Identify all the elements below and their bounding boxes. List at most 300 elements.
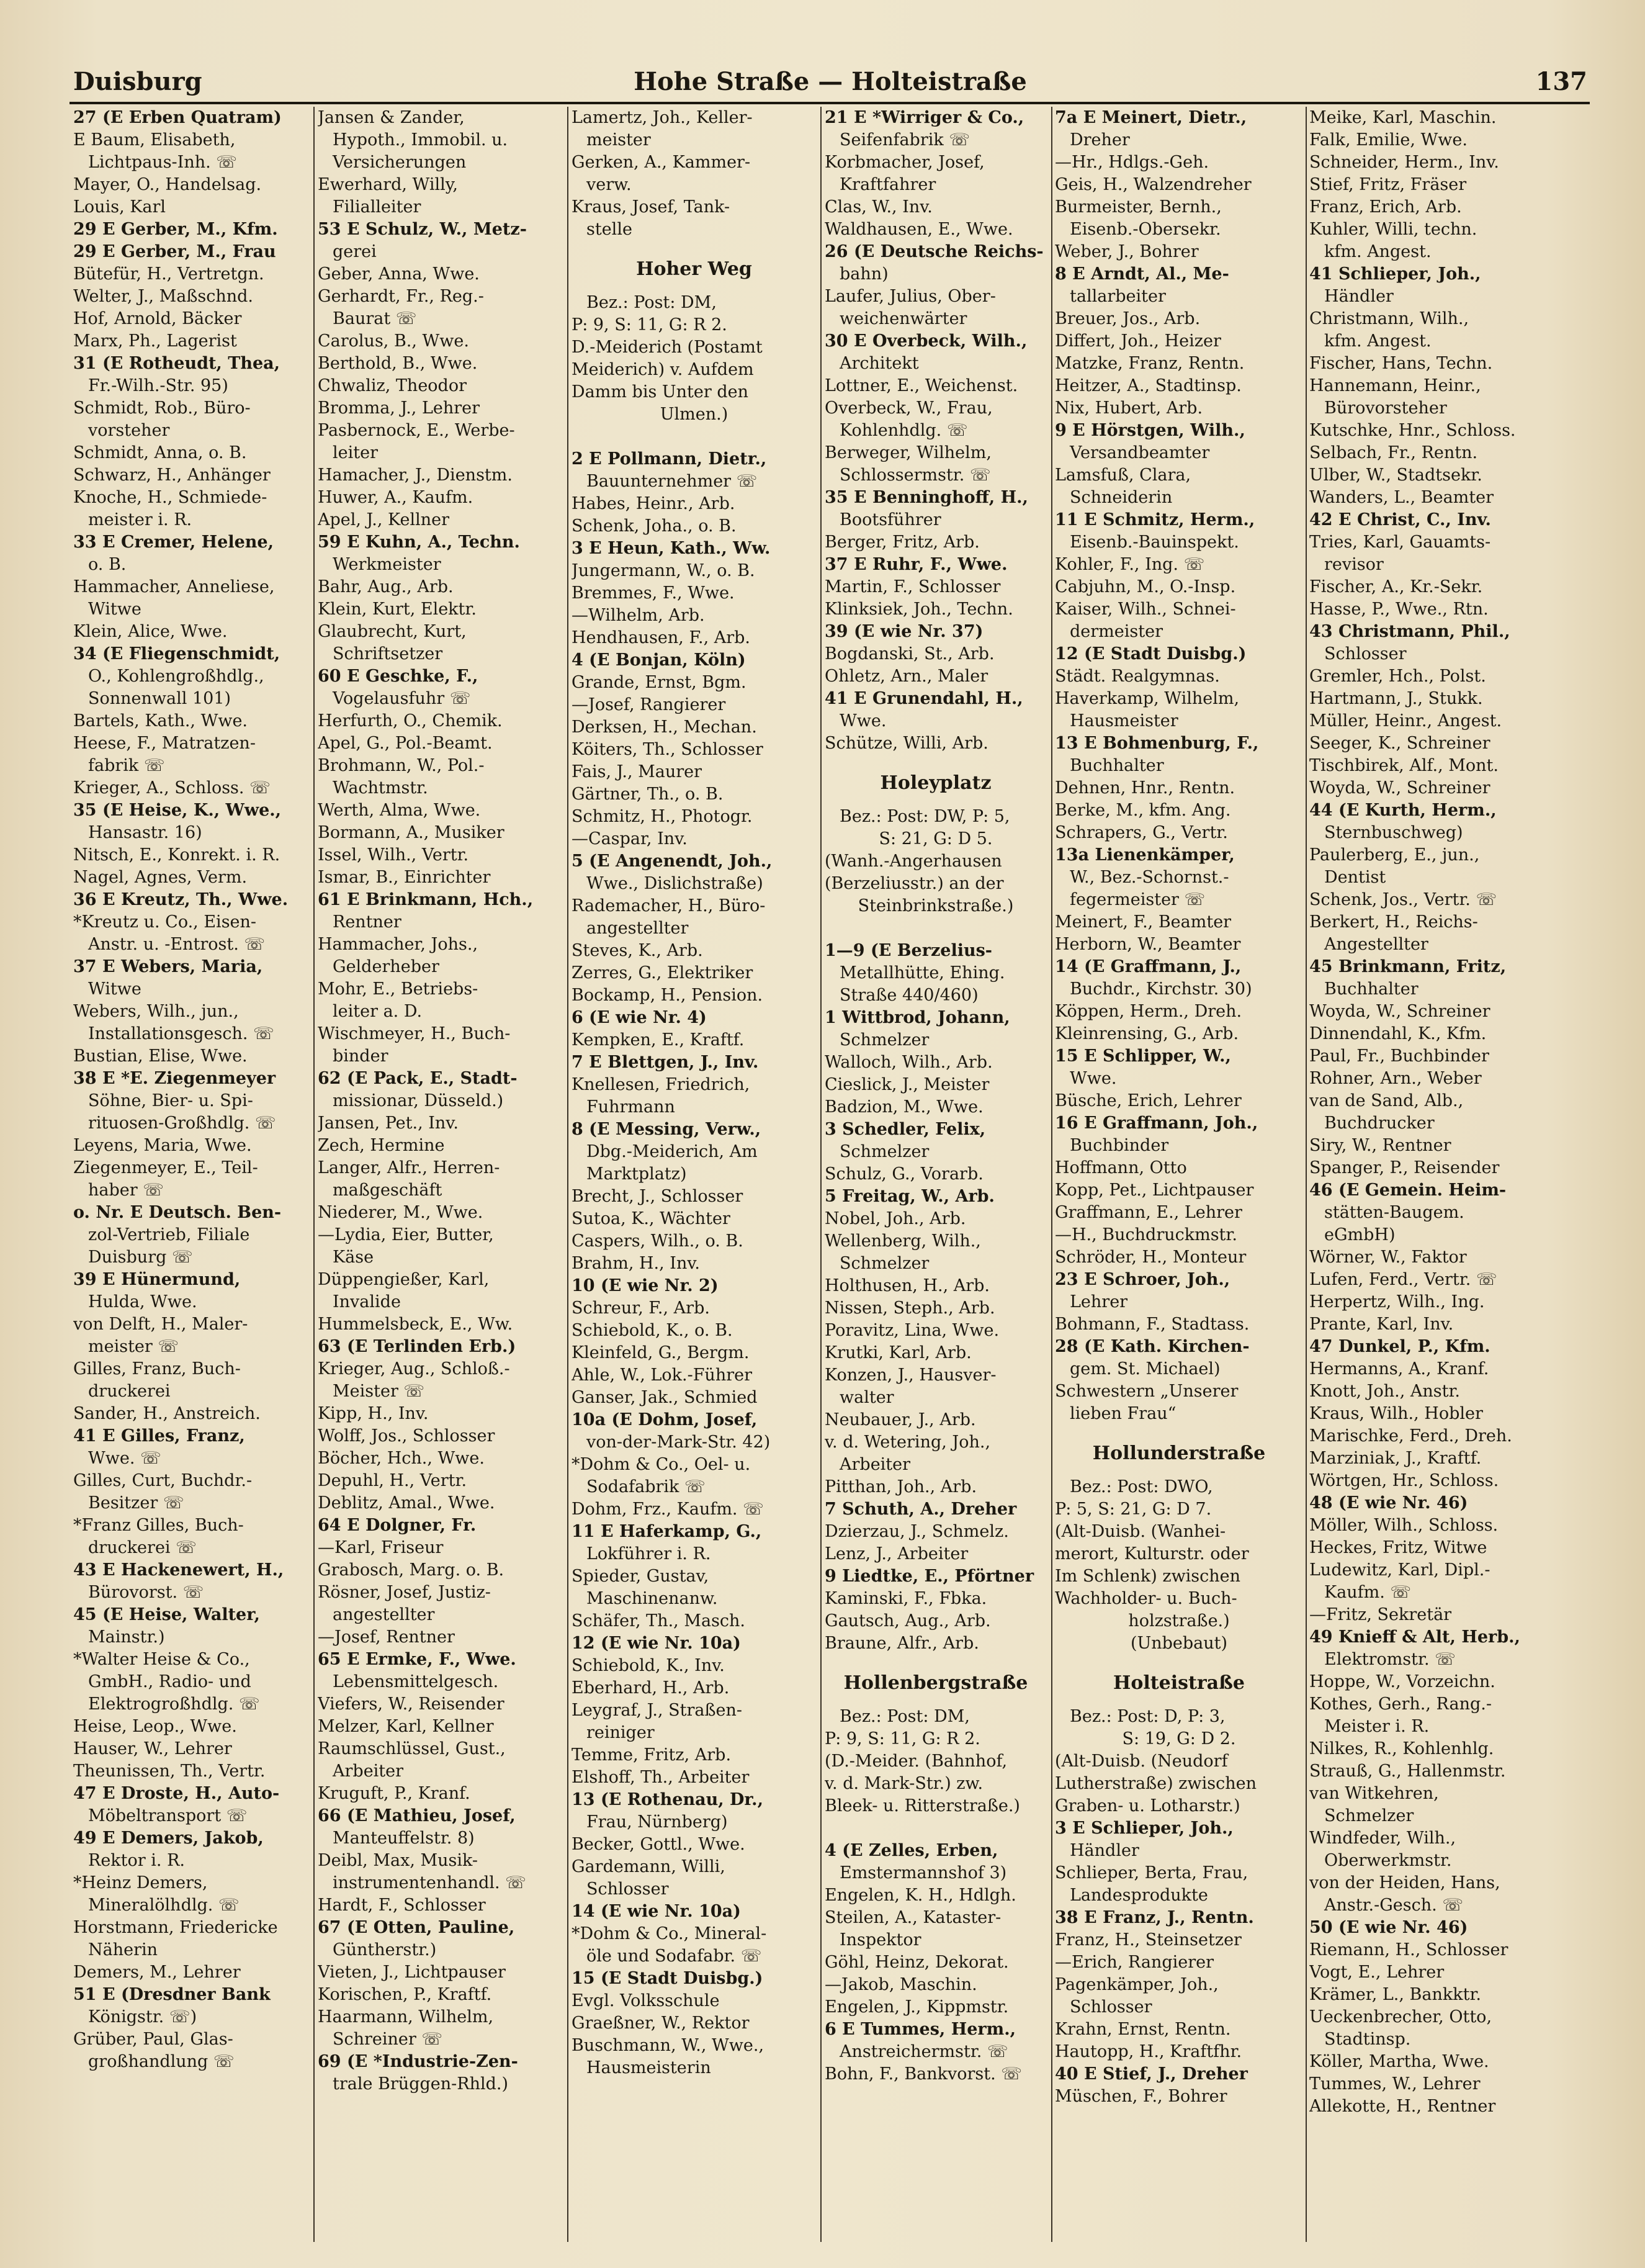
directory-entry-line: P: 9, S: 11, G: R 2. [825,1729,980,1748]
directory-entry-line: Kaufm. ☏ [1324,1583,1412,1602]
directory-entry-line: 8 (E Messing, Verw., [571,1120,761,1139]
directory-entry-line: 61 E Brinkmann, Hch., [318,890,534,909]
directory-entry-line: 67 (E Otten, Pauline, [318,1918,515,1937]
directory-entry-line: revisor [1324,555,1384,574]
directory-entry-line: Rademacher, H., Büro- [571,896,766,916]
directory-entry-line: Tries, Karl, Gauamts- [1309,533,1491,552]
directory-entry-line: Installationsgesch. ☏ [88,1024,274,1043]
directory-entry-line: Sonnenwall 101) [88,689,231,708]
directory-entry-line: Riemann, H., Schlosser [1309,1940,1508,1960]
directory-entry-line: Engelen, J., Kippmstr. [825,1997,1009,2017]
directory-entry-line: Werth, Alma, Wwe. [318,801,481,820]
column-4 [825,107,1047,2242]
directory-entry-line: Meister ☏ [333,1382,425,1401]
directory-entry-line: Fischer, A., Kr.-Sekr. [1309,577,1483,596]
directory-entry-line: Stadtinsp. [1324,2030,1411,2049]
directory-entry-line: Nobel, Joh., Arb. [825,1209,966,1228]
directory-entry-line: 7 Schuth, A., Dreher [825,1500,1017,1519]
directory-entry-line: 35 E Benninghoff, H., [825,488,1028,507]
directory-entry-line: Ulmen.) [660,405,728,424]
directory-entry-line: o. Nr. E Deutsch. Ben- [73,1203,282,1222]
directory-entry-line: 11 E Schmitz, Herm., [1055,510,1255,529]
directory-entry-line: Lichtpaus-Inh. ☏ [88,153,238,172]
directory-entry-line: Franz, H., Steinsetzer [1055,1930,1242,1950]
directory-entry-line: Maschinenanw. [586,1589,718,1608]
directory-entry-line: 63 (E Terlinden Erb.) [318,1337,516,1356]
directory-entry-line: Möller, Wilh., Schloss. [1309,1516,1499,1535]
directory-entry-line: Brecht, J., Schlosser [571,1187,743,1206]
directory-entry-line: Architekt [840,354,919,373]
directory-entry-line: Buchdrucker [1324,1114,1435,1133]
directory-entry-line: Laufer, Julius, Ober- [825,287,996,306]
directory-entry-line: Arbeiter [333,1762,404,1781]
street-heading: Holeyplatz [880,772,992,794]
directory-entry-line: Krahn, Ernst, Rentn. [1055,2020,1231,2039]
directory-entry-line: Zech, Hermine [318,1136,445,1155]
directory-entry-line: angestellter [586,919,689,938]
directory-entry-line: Wachholder- u. Buch- [1055,1589,1237,1608]
directory-entry-line: Anstr.-Gesch. ☏ [1324,1896,1464,1915]
directory-entry-line: Caspers, Wilh., o. B. [571,1231,743,1251]
directory-entry-line: Leygraf, J., Straßen- [571,1701,742,1720]
directory-entry-line: Jansen & Zander, [318,108,465,127]
directory-entry-line: —Caspar, Inv. [571,829,688,848]
directory-entry-line: *Dohm & Co., Mineral- [571,1924,767,1943]
directory-entry-line: Versicherungen [333,153,467,172]
directory-entry-line: Gelderheber [333,957,439,976]
directory-entry-line: Kleinrensing, G., Arb. [1055,1024,1239,1043]
directory-entry-line: Woyda, W., Schreiner [1309,778,1490,798]
directory-entry-line: Schlossermstr. ☏ [840,466,991,485]
directory-entry-line: Issel, Wilh., Vertr. [318,845,469,865]
directory-entry-line: Schmidt, Rob., Büro- [73,398,251,418]
directory-entry-line: Webers, Wilh., jun., [73,1002,239,1021]
page-number: 137 [1535,67,1587,96]
directory-entry-line: Sutoa, K., Wächter [571,1209,730,1228]
directory-entry-line: Ahle, W., Lok.-Führer [571,1366,753,1385]
directory-entry-line: 6 E Tummes, Herm., [825,2020,1016,2039]
directory-entry-line: 42 E Christ, C., Inv. [1309,510,1491,529]
directory-entry-line: Meister i. R. [1324,1717,1430,1736]
directory-entry-line: Hasse, P., Wwe., Rtn. [1309,600,1489,619]
directory-entry-line: Buschmann, W., Wwe., [571,2036,764,2055]
directory-entry-line: Buchdr., Kirchstr. 30) [1070,979,1252,999]
directory-entry-line: 51 E (Dresdner Bank [73,1985,271,2004]
directory-entry-line: Arbeiter [840,1455,911,1474]
directory-entry-line: eGmbH) [1324,1225,1396,1244]
directory-entry-line: Händler [1070,1841,1139,1860]
directory-entry-line: Braune, Alfr., Arb. [825,1634,979,1653]
directory-entry-line: stelle [586,220,632,239]
directory-entry-line: Bleek- u. Ritterstraße.) [825,1796,1020,1816]
directory-entry-line: gerei [333,242,377,261]
directory-entry-line: Knellesen, Friedrich, [571,1075,750,1094]
directory-entry-line: Geber, Anna, Wwe. [318,264,480,284]
directory-entry-line: Metallhütte, Ehing. [840,963,1005,983]
directory-entry-line: 66 (E Mathieu, Josef, [318,1806,516,1825]
directory-entry-line: Marx, Ph., Lagerist [73,331,237,351]
directory-entry-line: Fr.-Wilh.-Str. 95) [88,376,228,395]
directory-entry-line: Köller, Martha, Wwe. [1309,2052,1489,2071]
directory-entry-line: —Hr., Hdlgs.-Geh. [1055,153,1209,172]
directory-entry-line: 4 (E Zelles, Erben, [825,1841,998,1860]
directory-entry-line: Grande, Ernst, Bgm. [571,673,746,692]
directory-entry-line: fegermeister ☏ [1070,890,1206,909]
directory-entry-line: 49 E Demers, Jakob, [73,1829,264,1848]
directory-entry-line: 35 (E Heise, K., Wwe., [73,801,282,820]
directory-entry-line: maßgeschäft [333,1181,442,1200]
directory-entry-line: Sodafabrik ☏ [586,1477,706,1496]
directory-entry-line: 2 E Pollmann, Dietr., [571,449,767,469]
directory-entry-line: Schriftsetzer [333,644,443,664]
column-divider [1051,107,1052,2242]
directory-entry-line: Grüber, Paul, Glas- [73,2030,233,2049]
directory-entry-line: 33 E Cremer, Helene, [73,533,274,552]
directory-entry-line: 29 E Gerber, M., Kfm. [73,220,278,239]
directory-entry-line: Dentist [1324,868,1386,887]
directory-entry-line: Schenk, Jos., Vertr. ☏ [1309,890,1497,909]
directory-entry-line: Franz, Erich, Arb. [1309,197,1462,217]
directory-entry-line: Bormann, A., Musiker [318,823,504,842]
directory-entry-line: Breuer, Jos., Arb. [1055,309,1201,328]
directory-entry-line: Krutki, Karl, Arb. [825,1343,972,1362]
directory-entry-line: Rösner, Josef, Justiz- [318,1583,491,1602]
directory-entry-line: merort, Kulturstr. oder [1055,1544,1249,1564]
directory-entry-line: 69 (E *Industrie-Zen- [318,2052,518,2071]
directory-entry-line: 1—9 (E Berzelius- [825,941,993,960]
directory-entry-line: Bremmes, F., Wwe. [571,583,735,603]
directory-entry-line: P: 9, S: 11, G: R 2. [571,315,727,335]
directory-entry-line: Lamsfuß, Clara, [1055,466,1191,485]
directory-entry-line: Köiters, Th., Schlosser [571,740,763,759]
header-streets: Hohe Straße — Holteistraße [634,67,1027,96]
directory-entry-line: Matzke, Franz, Rentn. [1055,354,1245,373]
directory-entry-line: Schmidt, Anna, o. B. [73,443,247,462]
directory-entry-line: Weber, J., Bohrer [1055,242,1199,261]
directory-entry-line: 53 E Schulz, W., Metz- [318,220,527,239]
directory-entry-line: —Erich, Rangierer [1055,1953,1214,1972]
street-heading: Hoher Weg [636,258,752,280]
directory-entry-line: Müschen, F., Bohrer [1055,2087,1227,2106]
directory-entry-line: Mayer, O., Handelsag. [73,175,262,194]
directory-entry-line: Graffmann, E., Lehrer [1055,1203,1242,1222]
directory-entry-line: Bustian, Elise, Wwe. [73,1046,248,1066]
directory-entry-line: Rohner, Arn., Weber [1309,1069,1482,1088]
directory-entry-line: Poravitz, Lina, Wwe. [825,1321,1000,1340]
directory-entry-line: Ziegenmeyer, E., Teil- [73,1158,258,1177]
directory-entry-line: Sander, H., Anstreich. [73,1404,261,1423]
directory-entry-line: Hautopp, H., Kraftfhr. [1055,2042,1242,2061]
directory-entry-line: Deblitz, Amal., Wwe. [318,1493,495,1513]
directory-entry-line: Versandbeamter [1070,443,1210,462]
header-rule [69,102,1590,104]
directory-entry-line: Hermanns, A., Kranf. [1309,1359,1489,1379]
directory-entry-line: (Wanh.-Angerhausen [825,852,1002,871]
directory-entry-line: Angestellter [1324,935,1428,954]
directory-entry-line: o. B. [88,555,127,574]
directory-entry-line: Schenk, Joha., o. B. [571,516,737,536]
directory-entry-line: Hendhausen, F., Arb. [571,628,751,647]
directory-entry-line: *Dohm & Co., Oel- u. [571,1455,751,1474]
directory-entry-line: Inspektor [840,1930,921,1950]
directory-entry-line: Marischke, Ferd., Dreh. [1309,1426,1512,1446]
directory-entry-line: Kleinfeld, G., Bergm. [571,1343,750,1362]
directory-entry-line: Straße 440/460) [840,986,979,1005]
directory-entry-line: Hannemann, Heinr., [1309,376,1481,395]
directory-entry-line: 46 (E Gemein. Heim- [1309,1181,1507,1200]
directory-entry-line: Schmitz, H., Photogr. [571,807,753,826]
directory-entry-line: meister ☏ [88,1337,179,1356]
directory-entry-line: Wachtmstr. [333,778,428,798]
directory-entry-line: E Baum, Elisabeth, [73,130,236,150]
directory-entry-line: (Berzeliusstr.) an der [825,874,1004,893]
directory-entry-line: Engelen, K. H., Hdlgh. [825,1886,1016,1905]
directory-entry-line: Duisburg ☏ [88,1248,193,1267]
directory-entry-line: Holthusen, H., Arb. [825,1276,990,1295]
directory-entry-line: leiter [333,443,378,462]
directory-entry-line: Landesprodukte [1070,1886,1208,1905]
directory-entry-line: 39 E Hünermund, [73,1270,241,1289]
directory-entry-line: Herfurth, O., Chemik. [318,711,503,731]
directory-entry-line: 29 E Gerber, M., Frau [73,242,276,261]
directory-entry-line: Haarmann, Wilhelm, [318,2007,494,2027]
directory-entry-line: 43 Christmann, Phil., [1309,622,1510,641]
directory-entry-line: *Heinz Demers, [73,1873,208,1892]
directory-entry-line: Schröder, H., Monteur [1055,1248,1247,1267]
directory-entry-line: Gardemann, Willi, [571,1857,725,1876]
directory-entry-line: Büsche, Erich, Lehrer [1055,1091,1242,1110]
directory-entry-line: Dzierzau, J., Schmelz. [825,1522,1009,1541]
directory-entry-line: Schwarz, H., Anhänger [73,466,271,485]
directory-entry-line: Bürovorsteher [1324,398,1447,418]
column-divider [820,107,822,2242]
directory-entry-line: 13 E Bohmenburg, F., [1055,734,1259,753]
directory-entry-line: Kaiser, Wilh., Schnei- [1055,600,1236,619]
directory-entry-line: Schmelzer [840,1254,930,1273]
directory-entry-line: 28 (E Kath. Kirchen- [1055,1337,1250,1356]
directory-entry-line: tallarbeiter [1070,287,1166,306]
directory-entry-line: —Josef, Rangierer [571,695,726,714]
directory-entry-line: Gärtner, Th., o. B. [571,785,724,804]
directory-entry-line: fabrik ☏ [88,756,165,775]
directory-entry-line: Ganser, Jak., Schmied [571,1388,758,1407]
directory-entry-line: Hauser, W., Lehrer [73,1739,232,1758]
directory-entry-line: Vogelausfuhr ☏ [333,689,471,708]
directory-entry-line: Bauunternehmer ☏ [586,472,758,491]
directory-entry-line: leiter a. D. [333,1002,423,1021]
directory-entry-line: Tummes, W., Lehrer [1309,2074,1481,2094]
directory-entry-line: von-der-Mark-Str. 42) [586,1433,771,1452]
directory-entry-line: *Franz Gilles, Buch- [73,1516,244,1535]
directory-entry-line: Habes, Heinr., Arb. [571,494,735,513]
directory-entry-line: Gerhardt, Fr., Reg.- [318,287,484,306]
directory-entry-line: Güntherstr.) [333,1940,437,1960]
directory-entry-line: Dinnendahl, K., Kfm. [1309,1024,1487,1043]
directory-entry-line: Schmelzer [840,1030,930,1050]
directory-entry-line: Korischen, P., Kraftf. [318,1985,492,2004]
directory-entry-line: Wwe. [840,711,887,731]
directory-entry-line: Nilkes, R., Kohlenhlg. [1309,1739,1494,1758]
directory-entry-line: 9 E Hörstgen, Wilh., [1055,421,1245,440]
directory-entry-line: Oberwerkmstr. [1324,1851,1452,1870]
directory-entry-line: Schlieper, Berta, Frau, [1055,1863,1248,1883]
directory-entry-line: meister [586,130,651,150]
directory-entry-line: Grabosch, Marg. o. B. [318,1560,504,1580]
directory-entry-line: Invalide [333,1292,401,1312]
column-1 [73,107,309,2242]
directory-entry-line: Overbeck, W., Frau, [825,398,993,418]
directory-entry-line: Gautsch, Aug., Arb. [825,1611,991,1631]
directory-entry-line: Schmelzer [840,1142,930,1161]
directory-entry-line: Hulda, Wwe. [88,1292,197,1312]
directory-entry-line: 37 E Webers, Maria, [73,957,263,976]
header-city: Duisburg [73,67,202,96]
directory-entry-line: missionar, Düsseld.) [333,1091,504,1110]
directory-entry-line: Neubauer, J., Arb. [825,1410,976,1429]
directory-entry-line: Falk, Emilie, Wwe. [1309,130,1468,150]
directory-entry-line: Buchhalter [1070,756,1164,775]
directory-entry-line: Gremler, Hch., Polst. [1309,667,1486,686]
directory-entry-line: van Witkehren, [1309,1784,1439,1803]
directory-entry-line: Bez.: Post: D, P: 3, [1070,1707,1226,1726]
directory-entry-line: 30 E Overbeck, Wilh., [825,331,1028,351]
directory-entry-line: 3 Schedler, Felix, [825,1120,986,1139]
directory-entry-line: Böcher, Hch., Wwe. [318,1449,485,1468]
directory-entry-line: Wörner, W., Faktor [1309,1248,1467,1267]
directory-entry-line: Herborn, W., Beamter [1055,935,1241,954]
directory-entry-line: Hammacher, Johs., [318,935,478,954]
directory-entry-line: 21 E *Wirriger & Co., [825,108,1024,127]
street-heading: Hollunderstraße [1092,1442,1266,1464]
page-header [73,62,1587,102]
column-3 [571,107,817,2242]
directory-entry-line: Hausmeisterin [586,2058,711,2077]
directory-entry-line: Apel, G., Pol.-Beamt. [318,734,493,753]
directory-entry-line: Kraftfahrer [840,175,936,194]
directory-entry-line: 45 Brinkmann, Fritz, [1309,957,1507,976]
directory-entry-line: 41 Schlieper, Joh., [1309,264,1481,284]
directory-entry-line: Werkmeister [333,555,441,574]
directory-entry-line: Schiebold, K., Inv. [571,1656,725,1675]
directory-entry-line: 5 Freitag, W., Arb. [825,1187,995,1206]
directory-entry-line: Waldhausen, E., Wwe. [825,220,1013,239]
directory-entry-line: Kempken, E., Kraftf. [571,1030,745,1050]
directory-entry-line: Viefers, W., Reisender [318,1694,504,1714]
directory-entry-line: Apel, J., Kellner [318,510,450,529]
directory-entry-line: Fuhrmann [586,1097,675,1117]
directory-entry-line: Leyens, Maria, Wwe. [73,1136,252,1155]
directory-entry-line: Hof, Arnold, Bäcker [73,309,242,328]
directory-entry-line: Selbach, Fr., Rentn. [1309,443,1478,462]
directory-entry-line: Langer, Alfr., Herren- [318,1158,500,1177]
directory-entry-line: Demers, M., Lehrer [73,1963,241,1982]
directory-entry-line: Kopp, Pet., Lichtpauser [1055,1181,1254,1200]
directory-entry-line: Brahm, H., Inv. [571,1254,700,1273]
directory-entry-line: 1 Wittbrod, Johann, [825,1008,1010,1027]
directory-entry-line: 50 (E wie Nr. 46) [1309,1918,1468,1937]
directory-entry-line: Anstr. u. -Entrost. ☏ [88,935,266,954]
directory-entry-line: 39 (E wie Nr. 37) [825,622,984,641]
directory-entry-line: Besitzer ☏ [88,1493,184,1513]
directory-entry-line: Heise, Leop., Wwe. [73,1717,237,1736]
directory-entry-line: Schneider, Herm., Inv. [1309,153,1499,172]
directory-entry-line: bahn) [840,264,889,284]
directory-entry-line: Hartmann, J., Stukk. [1309,689,1483,708]
directory-entry-line: Dohm, Frz., Kaufm. ☏ [571,1500,764,1519]
directory-entry-line: 7 E Blettgen, J., Inv. [571,1053,759,1072]
directory-entry-line: Hypoth., Immobil. u. [333,130,508,150]
directory-entry-line: Wwe. ☏ [88,1449,161,1468]
directory-entry-line: Berthold, B., Wwe. [318,354,478,373]
directory-entry-line: Cabjuhn, M., O.-Insp. [1055,577,1236,596]
directory-entry-line: Berger, Fritz, Arb. [825,533,980,552]
directory-entry-line: Becker, Gottl., Wwe. [571,1835,745,1854]
directory-entry-line: 7a E Meinert, Dietr., [1055,108,1247,127]
directory-entry-line: Bütefür, H., Vertretgn. [73,264,264,284]
directory-entry-line: Hansastr. 16) [88,823,202,842]
directory-entry-line: meister i. R. [88,510,192,529]
directory-entry-line: Wellenberg, Wilh., [825,1231,981,1251]
directory-entry-line: Geis, H., Walzendreher [1055,175,1252,194]
directory-entry-line: Fais, J., Maurer [571,762,702,781]
directory-entry-line: Glaubrecht, Kurt, [318,622,467,641]
directory-entry-line: von Delft, H., Maler- [73,1315,248,1334]
directory-entry-line: Seeger, K., Schreiner [1309,734,1490,753]
directory-entry-line: Söhne, Bier- u. Spi- [88,1091,253,1110]
directory-entry-line: Jansen, Pet., Inv. [318,1114,459,1133]
directory-entry-line: druckerei [88,1382,171,1401]
directory-entry-line: Bootsführer [840,510,941,529]
directory-entry-line: *Walter Heise & Co., [73,1650,250,1669]
directory-entry-line: Schlosser [586,1879,669,1899]
directory-entry-line: Huwer, A., Kaufm. [318,488,473,507]
directory-entry-line: Rektor i. R. [88,1851,185,1870]
column-divider [1306,107,1307,2242]
directory-entry-line: 12 (E Stadt Duisbg.) [1055,644,1247,664]
directory-entry-line: Krieger, Aug., Schloß.- [318,1359,510,1379]
directory-entry-line: 5 (E Angenendt, Joh., [571,852,773,871]
directory-entry-line: von der Heiden, Hans, [1309,1873,1500,1892]
directory-entry-line: 38 E Franz, J., Rentn. [1055,1908,1254,1927]
directory-entry-line: Kothes, Gerh., Rang.- [1309,1694,1492,1714]
street-heading: Holteistraße [1113,1672,1245,1694]
directory-entry-line: Derksen, H., Mechan. [571,718,757,737]
directory-entry-line: Wolff, Jos., Schlosser [318,1426,495,1446]
directory-entry-line: Kraus, Wilh., Hobler [1309,1404,1483,1423]
directory-entry-line: Kaminski, F., Fbka. [825,1589,987,1608]
directory-entry-line: Mineralölhdlg. ☏ [88,1896,240,1915]
directory-entry-line: 15 (E Stadt Duisbg.) [571,1969,763,1988]
directory-entry-line: (Alt-Duisb. (Wanhei- [1055,1522,1226,1541]
directory-entry-line: Horstmann, Friedericke [73,1918,278,1937]
directory-entry-line: 31 (E Rotheudt, Thea, [73,354,280,373]
directory-entry-line: Wanders, L., Beamter [1309,488,1494,507]
directory-entry-line: Kruguft, P., Kranf. [318,1784,470,1803]
directory-entry-line: 36 E Kreutz, Th., Wwe. [73,890,289,909]
directory-entry-line: zol-Vertrieb, Filiale [88,1225,250,1244]
directory-entry-line: trale Brüggen-Rhld.) [333,2074,508,2094]
directory-entry-line: Kohlenhdlg. ☏ [840,421,968,440]
directory-entry-line: Burmeister, Bernh., [1055,197,1222,217]
directory-entry-line: verw. [586,175,632,194]
directory-entry-line: Schreur, F., Arb. [571,1298,710,1318]
directory-entry-line: Meinert, F., Beamter [1055,912,1232,932]
directory-entry-line: lieben Frau“ [1070,1404,1177,1423]
directory-entry-line: Bez.: Post: DM, [586,293,717,312]
directory-entry-line: Wwe., Dislichstraße) [586,874,763,893]
directory-entry-line: Dehnen, Hnr., Rentn. [1055,778,1235,798]
directory-entry-line: Lottner, E., Weichenst. [825,376,1018,395]
